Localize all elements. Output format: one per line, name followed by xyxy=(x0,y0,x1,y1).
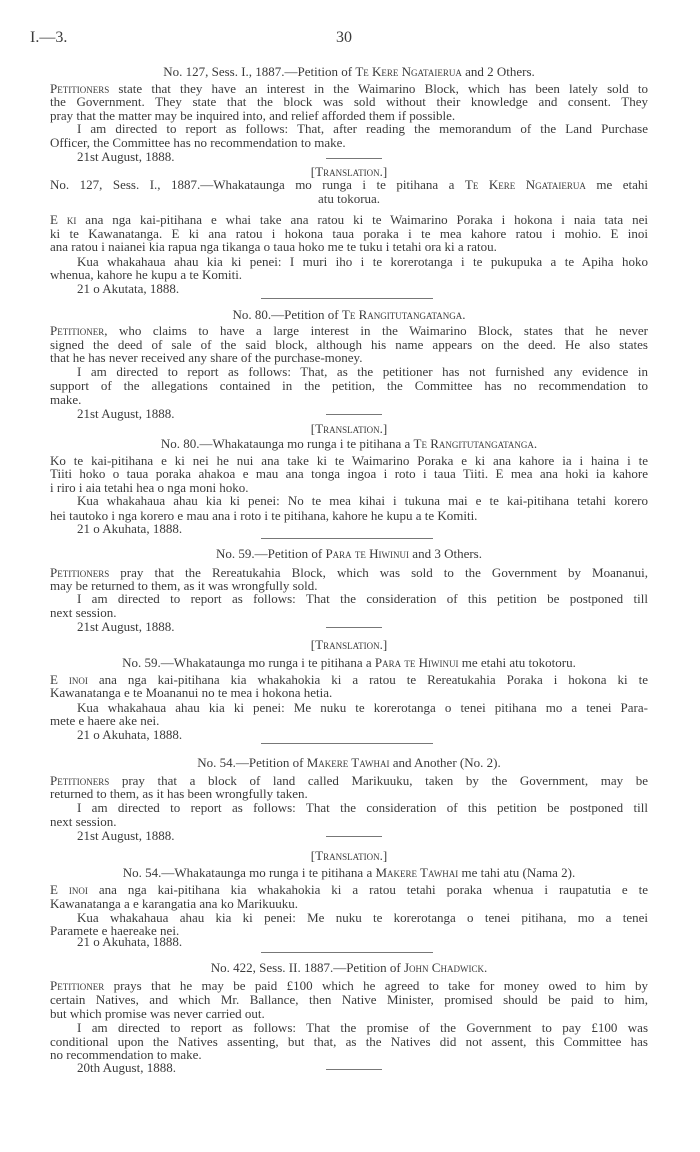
small-caps-name: Makere Tawhai xyxy=(306,755,390,770)
text-segment: 20th August, 1888. xyxy=(77,1060,176,1075)
text-line xyxy=(50,466,648,481)
section-heading-line xyxy=(50,307,648,322)
date-line xyxy=(77,934,182,949)
text-line xyxy=(50,882,648,897)
text-segment: .] xyxy=(379,637,388,652)
text-segment: .] xyxy=(379,421,388,436)
text-segment: 21 o Akuhata, 1888. xyxy=(77,934,183,949)
text-line xyxy=(50,323,648,338)
section-divider xyxy=(326,836,382,837)
text-segment: me etahi xyxy=(585,177,648,192)
small-caps-name: Translation xyxy=(315,637,380,652)
text-segment: I am directed to report as follows: That, after reading the memorandum of the Land Purchase xyxy=(77,121,648,136)
section-heading-line xyxy=(50,848,648,863)
text-line xyxy=(77,364,648,379)
date-line xyxy=(77,406,175,421)
text-segment: No. 59.—Petition of xyxy=(216,546,326,561)
text-segment: Kua whakahaua ahau kia ki penei: No te mea kihai i tukuna mai e te kai-pitihana tetahi korero xyxy=(77,493,648,508)
section-heading-line xyxy=(50,960,648,975)
text-line xyxy=(50,350,362,365)
text-segment: E xyxy=(50,882,69,897)
small-caps-name: Petitioner xyxy=(50,978,105,993)
text-segment: Kua whakahaua ahau kia ki penei: Me nuku te korerotanga o tenei pitihana, mo a tenei xyxy=(77,910,648,925)
small-caps-name: Para te Hiwinui xyxy=(325,546,410,561)
text-line xyxy=(50,786,308,801)
text-segment: 21st August, 1888. xyxy=(77,619,175,634)
text-segment: pray that the Rereatukahia Block, which was sold to the Government by Moananui, xyxy=(109,565,648,580)
text-line xyxy=(50,814,116,829)
small-caps-name: Te Kere Ngataierua xyxy=(464,177,586,192)
text-line xyxy=(50,212,648,227)
text-segment: support of the allegations contained in the petition, the Committee has no recommendation to xyxy=(50,378,648,393)
text-segment: . xyxy=(533,436,538,451)
small-caps-name: Petitioners xyxy=(50,773,110,788)
text-line xyxy=(77,1020,648,1035)
text-segment: [ xyxy=(310,637,316,652)
text-segment: 21 o Akuhata, 1888. xyxy=(77,521,183,536)
small-caps-name: Te Kere Ngataierua xyxy=(355,64,462,79)
text-segment: . xyxy=(462,307,466,322)
text-line xyxy=(50,1006,265,1021)
text-segment: Paramete e haereake nei. xyxy=(50,923,180,938)
small-caps-name: Makere Tawhai xyxy=(375,865,459,880)
section-heading-line xyxy=(50,637,648,652)
text-segment: whenua, kahore he kupu a te Komiti. xyxy=(50,267,243,282)
text-segment: .] xyxy=(379,848,388,863)
text-line xyxy=(50,685,332,700)
text-segment: ana ratou i naianei kia rapua nga tikanga o taua hoko me te tuku i tetahi ora ki a ratou. xyxy=(50,239,497,254)
small-caps-name: inoi xyxy=(68,882,88,897)
text-segment: 21 o Akuhata, 1888. xyxy=(77,727,183,742)
text-segment: 21st August, 1888. xyxy=(77,149,175,164)
text-segment: Kua whakahaua ahau kia ki penei: Me nuku te korerotanga o tenei pitihana mo a tenei Para- xyxy=(77,700,648,715)
text-segment: No. 80.—Petition of xyxy=(232,307,342,322)
text-segment: I am directed to report as follows: That, as the petitioner has not furnished any evidence in xyxy=(77,364,648,379)
text-segment: . xyxy=(483,960,488,975)
small-caps-name: John Chadwick xyxy=(403,960,484,975)
text-line xyxy=(50,713,159,728)
text-segment: may be returned to them, as it was wrongfully sold. xyxy=(50,578,318,593)
date-line xyxy=(77,521,182,536)
section-divider xyxy=(261,743,433,744)
text-line xyxy=(77,493,648,508)
text-segment: ana nga kai-pitihana e whai take ana ratou ki te Waimarino Poraka i hokona i naia tata nei xyxy=(76,212,648,227)
section-heading-line xyxy=(50,191,648,206)
date-line xyxy=(77,149,175,164)
section-heading-line xyxy=(50,755,648,770)
text-segment: E xyxy=(50,212,67,227)
text-line xyxy=(77,121,648,136)
date-line xyxy=(77,619,175,634)
section-divider xyxy=(326,1069,382,1070)
text-segment: and Another (No. 2). xyxy=(389,755,501,770)
text-segment: make. xyxy=(50,392,82,407)
text-line xyxy=(50,267,242,282)
section-heading-line xyxy=(50,421,648,436)
text-line xyxy=(50,896,298,911)
small-caps-name: Translation xyxy=(315,421,380,436)
text-line xyxy=(50,978,648,993)
text-segment: ana nga kai-pitihana kia whakahokia ki a ratou te Rereatukahia Poraka i hokona ki te xyxy=(87,672,648,687)
text-segment: next session. xyxy=(50,814,117,829)
text-segment: the Government. They state that the block was sold without their knowledge and consent. They xyxy=(50,94,648,109)
text-line xyxy=(77,700,648,715)
text-segment: that he has never received any share of the purchase-money. xyxy=(50,350,363,365)
text-segment: I am directed to report as follows: That the consideration of this petition be postponed till xyxy=(77,591,648,606)
date-line xyxy=(77,1060,176,1075)
text-segment: next session. xyxy=(50,605,117,620)
text-segment: No. 127, Sess. I., 1887.—Petition of xyxy=(163,64,356,79)
text-segment: E xyxy=(50,672,69,687)
text-line xyxy=(50,94,648,109)
text-segment: .] xyxy=(379,164,388,179)
text-segment: Ko te kai-pitihana e ki nei he nui ana take ki te Waimarino Poraka e ki ana kahore ia i haina i te xyxy=(50,453,648,468)
section-heading-line xyxy=(50,436,648,451)
text-segment: No. 422, Sess. II. 1887.—Petition of xyxy=(210,960,404,975)
section-divider xyxy=(261,298,433,299)
text-segment: Kua whakahaua ahau kia ki penei: I muri iho i te korerotanga i te pukupuka a te Apiha hoko xyxy=(77,254,648,269)
text-line xyxy=(50,177,648,192)
text-segment: Officer, the Committee has no recommendation to make. xyxy=(50,135,346,150)
small-caps-name: Para te Hiwinui xyxy=(374,655,459,670)
small-caps-name: Translation xyxy=(315,164,380,179)
section-heading-line xyxy=(50,655,648,670)
text-segment: No. 80.—Whakataunga mo runga i te pitihana a xyxy=(160,436,414,451)
text-segment: and 3 Others. xyxy=(409,546,482,561)
text-segment: , who claims to have a large interest in the Waimarino Block, states that he never xyxy=(104,323,648,338)
text-segment: atu tokorua. xyxy=(317,191,381,206)
small-caps-name: Translation xyxy=(315,848,380,863)
text-segment: pray that the matter may be inquired into, and relief afforded them if possible. xyxy=(50,108,456,123)
text-segment: mete e haere ake nei. xyxy=(50,713,160,728)
page-number: 30 xyxy=(336,29,352,46)
text-segment: [ xyxy=(310,848,316,863)
section-heading-line xyxy=(50,546,648,561)
text-segment: No. 54.—Petition of xyxy=(197,755,307,770)
section-heading-line xyxy=(50,865,648,880)
text-segment: No. 127, Sess. I., 1887.—Whakataunga mo runga i te pitihana a xyxy=(50,177,465,192)
text-segment: no recommendation to make. xyxy=(50,1047,202,1062)
text-segment: conditional upon the Natives assenting, but that, as the Natives did not assent, this Committee has xyxy=(50,1034,648,1049)
text-segment: ana nga kai-pitihana kia whakahokia ki a ratou tetahi poraka whenua i raupatutia e te xyxy=(87,882,648,897)
text-segment: but which promise was never carried out. xyxy=(50,1006,265,1021)
text-line xyxy=(50,239,497,254)
text-line xyxy=(77,591,648,606)
text-segment: Kawanatanga e te Moananui no te mea i hokona hetia. xyxy=(50,685,333,700)
text-segment: 21st August, 1888. xyxy=(77,406,175,421)
text-segment: Tiiti hoko o taua poraka ahakoa e mau ana tonga ingoa i roto i taua Tiiti. E mea ana hoki ia kahore xyxy=(50,466,648,481)
text-segment: [ xyxy=(310,421,316,436)
small-caps-name: Petitioner xyxy=(50,323,105,338)
text-segment: Kawanatanga a e karangatia ana ko Marikuuku. xyxy=(50,896,298,911)
small-caps-name: ki xyxy=(66,212,77,227)
section-divider xyxy=(326,627,382,628)
date-line xyxy=(77,828,175,843)
date-line xyxy=(77,727,182,742)
date-line xyxy=(77,281,179,296)
text-segment: ki te Kawanatanga. E ki ana ratou i hokona taua poraka i te mea kahore ratou i mohio. E inoi xyxy=(50,226,648,241)
text-line xyxy=(50,992,648,1007)
text-segment: signed the deed of sale of the said block, although his name appears on the deed. He also states xyxy=(50,337,648,352)
small-caps-name: inoi xyxy=(68,672,88,687)
text-segment: state that they have an interest in the Waimarino Block, which has been lately sold to xyxy=(109,81,648,96)
text-line xyxy=(50,135,346,150)
text-segment: prays that he may be paid £100 which he agreed to take for money owed to him by xyxy=(104,978,648,993)
section-heading-line xyxy=(50,64,648,79)
text-segment: and 2 Others. xyxy=(461,64,535,79)
section-divider xyxy=(261,538,433,539)
text-segment: certain Natives, and which Mr. Ballance, then Native Minister, promised should be paid to him, xyxy=(50,992,648,1007)
small-caps-name: Te Rangitutangatanga xyxy=(341,307,463,322)
section-divider xyxy=(261,952,433,953)
text-segment: me etahi atu tokotoru. xyxy=(458,655,576,670)
small-caps-name: Te Rangitutangatanga xyxy=(413,436,534,451)
small-caps-name: Petitioners xyxy=(50,81,110,96)
text-segment: returned to them, as it has been wrongfully taken. xyxy=(50,786,308,801)
text-segment: i riro i aia tetahi hea o nga moni hoko. xyxy=(50,480,249,495)
text-line xyxy=(50,605,116,620)
text-line xyxy=(77,800,648,815)
text-segment: pray that a block of land called Marikuuku, taken by the Government, may be xyxy=(109,773,648,788)
section-reference: I.—3. xyxy=(30,29,68,46)
small-caps-name: Petitioners xyxy=(50,565,110,580)
text-segment: I am directed to report as follows: That the promise of the Government to pay £100 was xyxy=(77,1020,648,1035)
text-segment: 21 o Akutata, 1888. xyxy=(77,281,180,296)
text-segment: hei tautoko i nga korero e mau ana i roto i te pitihana, kahore he kupu a te Komiti. xyxy=(50,508,478,523)
section-divider xyxy=(326,414,382,415)
text-segment: me tahi atu (Nama 2). xyxy=(458,865,576,880)
text-line xyxy=(50,392,81,407)
text-segment: No. 59.—Whakataunga mo runga i te pitihana a xyxy=(122,655,375,670)
text-segment: [ xyxy=(310,164,316,179)
text-segment: 21st August, 1888. xyxy=(77,828,175,843)
text-segment: No. 54.—Whakataunga mo runga i te pitihana a xyxy=(122,865,376,880)
text-line xyxy=(50,378,648,393)
text-segment: I am directed to report as follows: That the consideration of this petition be postponed till xyxy=(77,800,648,815)
section-divider xyxy=(326,158,382,159)
